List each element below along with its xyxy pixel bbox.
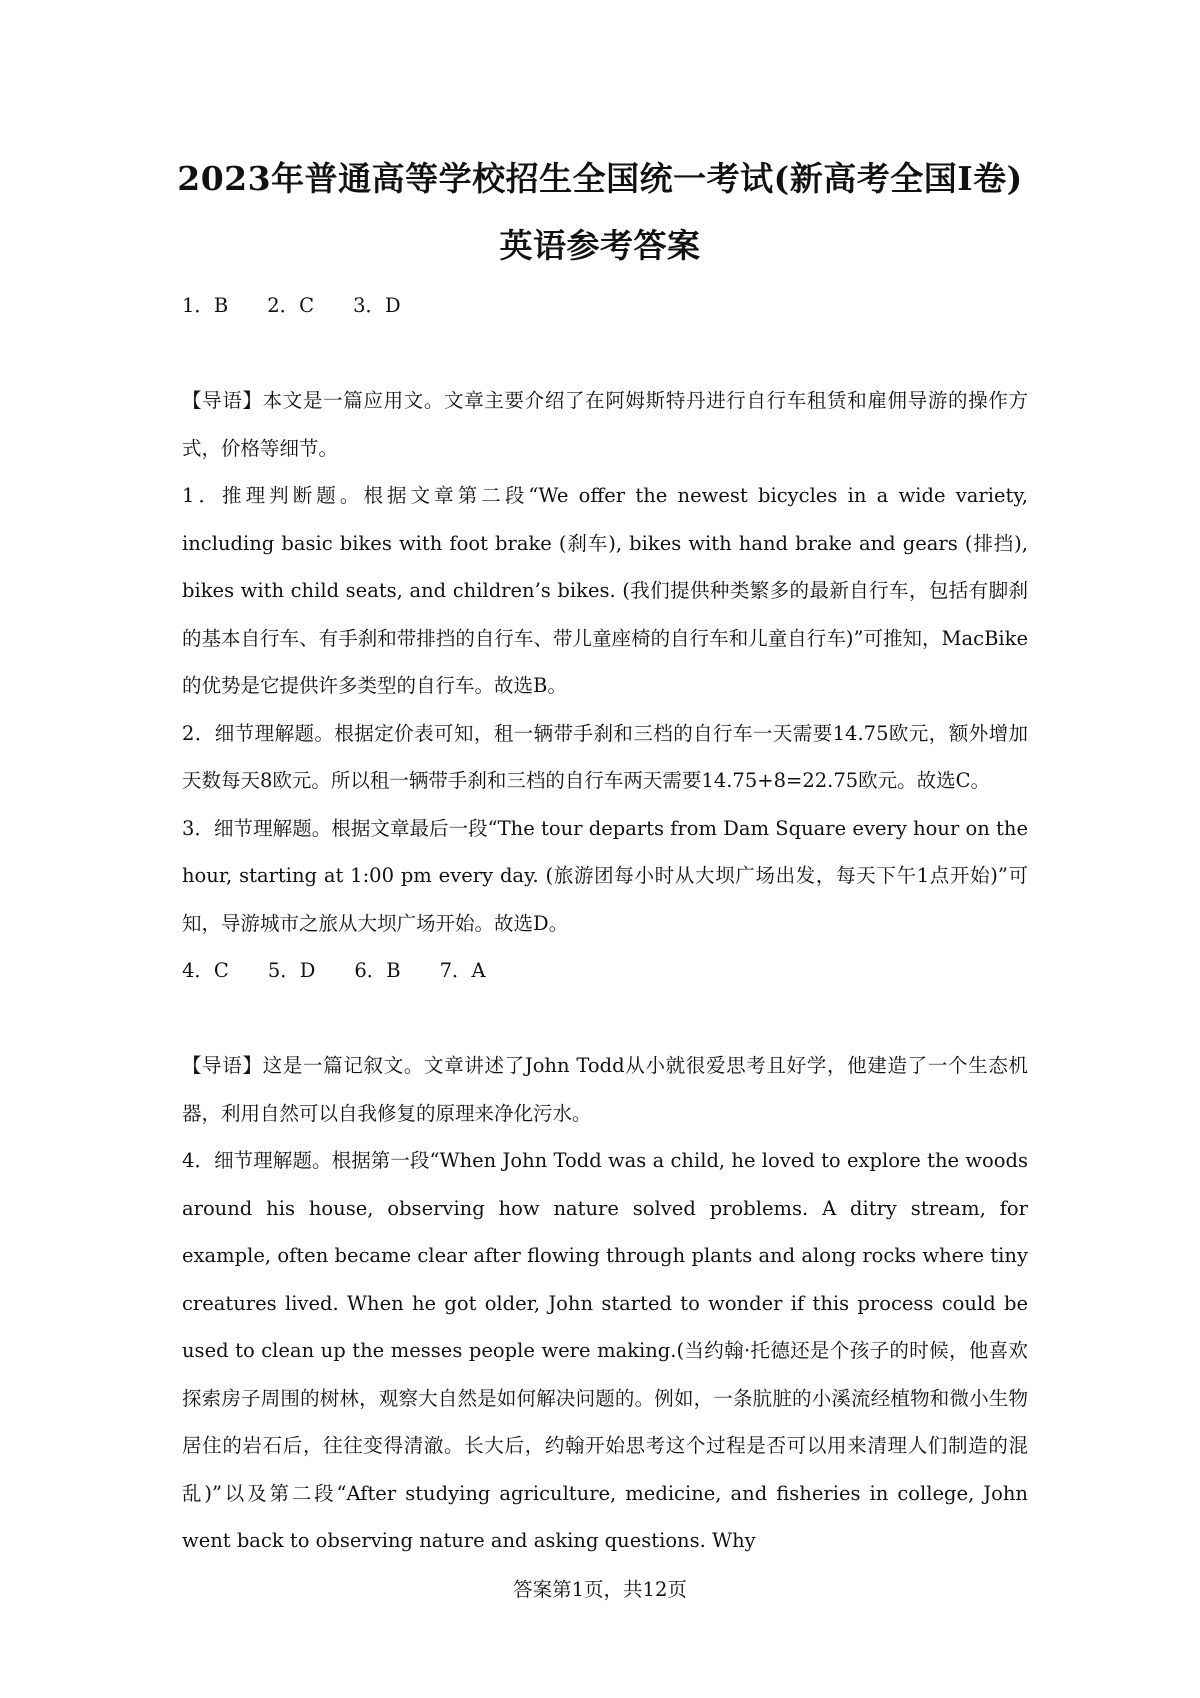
document-title: 2023年普通高等学校招生全国统一考试(新高考全国I卷) [177, 159, 1023, 198]
explanation-paragraph: 1．推理判断题。根据文章第二段“We offer the newest bicycles in a wide variety, including basic bikes with foot brake (刹车), bikes with hand brake and gears (排挡), bikes with child seats, and children’s bikes. (我们提供种类繁多的最新自行车，包括有脚刹的基本自行车、有手刹和带排挡的自行车、带儿童座椅的自行车和儿童自行车)”可推知，MacBike的优势是它提供许多类型的自行车。故选B。 [182, 484, 1028, 697]
section-gap [182, 995, 1028, 1043]
answer-content [182, 282, 1028, 1565]
page-footer: 答案第1页，共12页 [513, 1578, 687, 1601]
explanation-paragraph: 【导语】这是一篇记叙文。文章讲述了John Todd从小就很爱思考且好学，他建造了一个生态机器，利用自然可以自我修复的原理来净化污水。 [182, 1054, 1028, 1125]
explanation-paragraph: 4．细节理解题。根据第一段“When John Todd was a child, he loved to explore the woods around his house, observing how nature solved problems. A ditry stream, for example, often became clear after flowing through plants and along rocks where tiny creatures lived. When he got older, John started to wonder if this process could be used to clean up the messes people were making.(当约翰·托德还是个孩子的时候，他喜欢探索房子周围的树林，观察大自然是如何解决问题的。例如，一条肮脏的小溪流经植物和微小生物居住的岩石后，往往变得清澈。长大后，约翰开始思考这个过程是否可以用来清理人们制造的混乱)”以及第二段“After studying agriculture, medicine, and fisheries in college, John went back to observing nature and asking questions. Why [182, 1149, 1028, 1552]
explanation-paragraph: 【导语】本文是一篇应用文。文章主要介绍了在阿姆斯特丹进行自行车租赁和雇佣导游的操作方式，价格等细节。 [182, 389, 1028, 460]
document-subtitle: 英语参考答案 [499, 226, 701, 265]
explanation-paragraph: 2．细节理解题。根据定价表可知，租一辆带手刹和三档的自行车一天需要14.75欧元，额外增加天数每天8欧元。所以租一辆带手刹和三档的自行车两天需要14.75+8=22.75欧元。故选C。 [182, 721, 1028, 792]
answer-key-line: 1．B 2．C 3．D [182, 294, 401, 317]
answer-key-line: 4．C 5．D 6．B 7．A [182, 959, 486, 982]
explanation-paragraph: 3．细节理解题。根据文章最后一段“The tour departs from Dam Square every hour on the hour, starting at 1:00 pm every day. (旅游团每小时从大坝广场出发，每天下午1点开始)”可知，导游城市之旅从大坝广场开始。故选D。 [182, 816, 1028, 935]
section-gap [182, 330, 1028, 378]
